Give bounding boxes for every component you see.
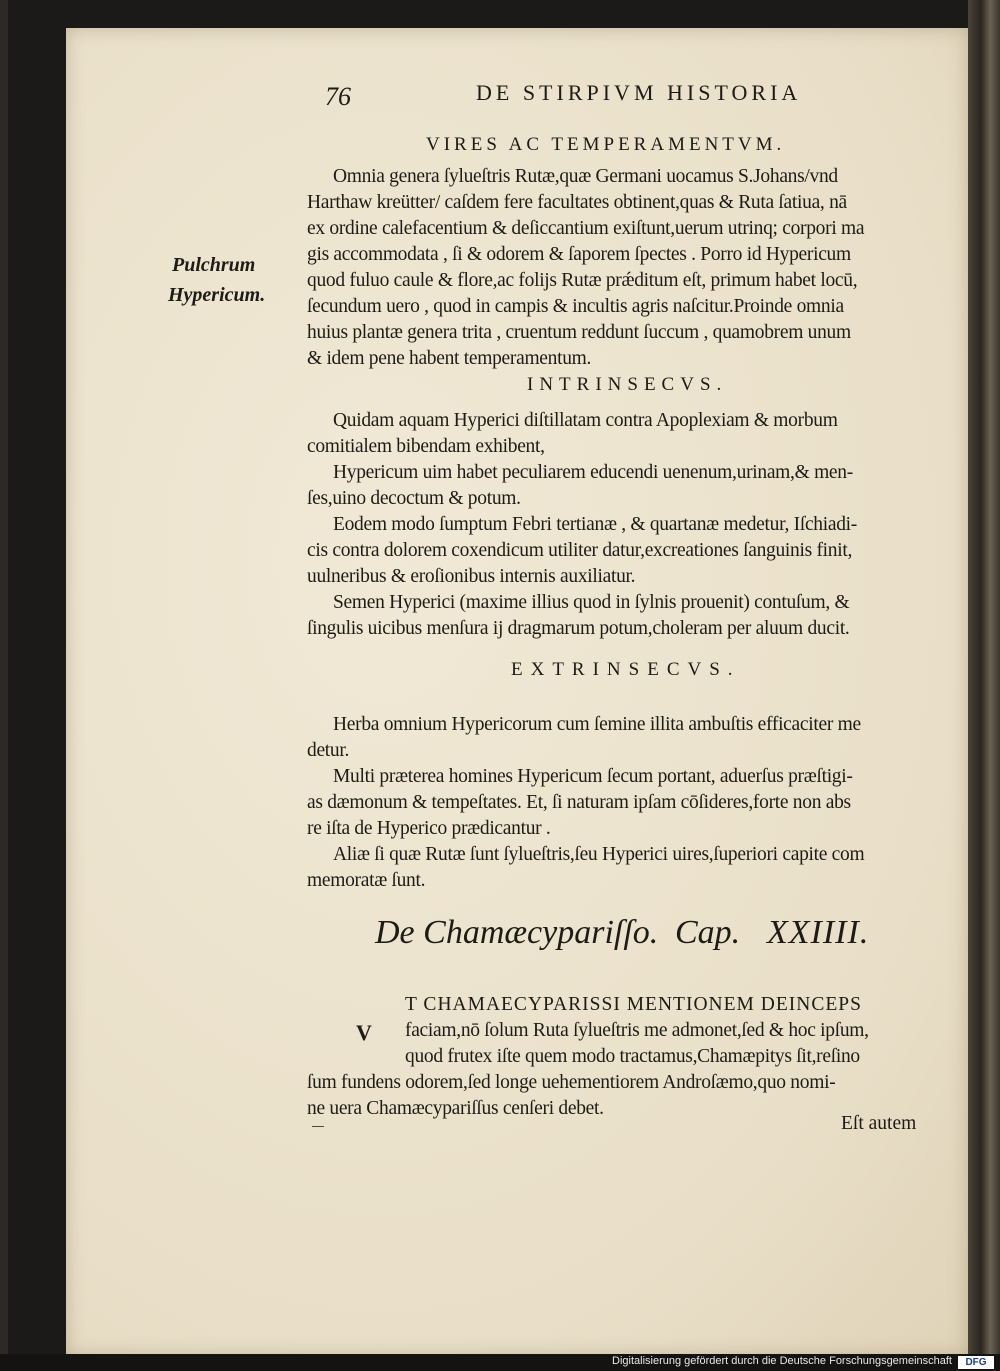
text-line: T CHAMAECYPARISSI MENTIONEM DEINCEPS <box>405 994 862 1015</box>
footer-credit: Digitalisierung gefördert durch die Deutsche Forschungsgemeinschaft <box>612 1355 952 1367</box>
text-line: ſes,uino decoctum & potum. <box>307 488 521 509</box>
text-line: Harthaw kreütter/ caſdem fere facultates obtinent,quas & Ruta ſatiua, nā <box>307 192 847 213</box>
catch-dash <box>312 1126 324 1127</box>
running-head: DE STIRPIVM HISTORIA <box>476 80 802 105</box>
chapter-cap-label: Cap. <box>675 914 741 951</box>
text-line: Semen Hyperici (maxime illius quod in ſylnis prouenit) contuſum, & <box>333 592 850 613</box>
text-line: quod fuluo caule & flore,ac folijs Rutæ prǽditum eſt, primum habet locū, <box>307 270 858 291</box>
text-line: Multi præterea homines Hypericum ſecum portant, aduerſus præſtigi- <box>333 766 853 787</box>
text-line: Eodem modo ſumptum Febri tertianæ , & quartanæ medetur, Iſchiadi- <box>333 514 857 535</box>
section-heading-extrinsecus: EXTRINSECVS. <box>511 659 741 680</box>
text-line: uulneribus & eroſionibus internis auxiliatur. <box>307 566 636 587</box>
text-line: cis contra dolorem coxendicum utiliter datur,excreationes ſanguinis finit, <box>307 540 853 561</box>
text-line: Omnia genera ſylueſtris Rutæ,quæ Germani uocamus S.Johans/vnd <box>333 166 838 187</box>
text-line: huius plantæ genera trita , cruentum reddunt ſuccum , quamobrem unum <box>307 322 851 343</box>
chapter-title: De Chamæcypariſſo. <box>375 914 659 951</box>
text-line: Hypericum uim habet peculiarem educendi uenenum,urinam,& men- <box>333 462 853 483</box>
text-line: as dæmonum & tempeſtates. Et, ſi naturam ipſam cōſideres,forte non abs <box>307 792 851 813</box>
page-number: 76 <box>325 82 351 111</box>
text-line: quod frutex iſte quem modo tractamus,Chamæpitys ſit,reſino <box>405 1046 860 1067</box>
section-heading-vires: VIRES AC TEMPERAMENTVM. <box>426 134 786 155</box>
text-line: ſum fundens odorem,ſed longe uehementiorem Androſæmo,quo nomi- <box>307 1072 836 1093</box>
book-fore-edge <box>968 0 1000 1371</box>
scan-left-border <box>0 0 8 1371</box>
text-line: ex ordine calefacentium & deſiccantium exiſtunt,uerum utrinq; corpori ma <box>307 218 865 239</box>
text-line: faciam,nō ſolum Ruta ſylueſtris me admonet,ſed & hoc ipſum, <box>405 1020 869 1041</box>
text-line: memoratæ ſunt. <box>307 870 426 891</box>
text-line: ſecundum uero , quod in campis & incultis agris naſcitur.Proinde omnia <box>307 296 844 317</box>
margin-note-line-1: Pulchrum <box>172 254 256 276</box>
text-line: ne uera Chamæcypariſſus cenſeri debet. <box>307 1098 604 1119</box>
text-line: detur. <box>307 740 350 761</box>
text-line: & idem pene habent temperamentum. <box>307 348 592 369</box>
catchword: Eſt autem <box>841 1113 917 1134</box>
text-line: re iſta de Hyperico prædicantur . <box>307 818 551 839</box>
text-line: comitialem bibendam exhibent, <box>307 436 545 457</box>
text-line: Aliæ ſi quæ Rutæ ſunt ſylueſtris,ſeu Hyperici uires,ſuperiori capite com <box>333 844 865 865</box>
text-line: Herba omnium Hypericorum cum ſemine illita ambuſtis efficaciter me <box>333 714 861 735</box>
text-line: ſingulis uicibus menſura ij dragmarum potum,choleram per aluum ducit. <box>307 618 850 639</box>
initial-letter: V <box>356 1020 372 1045</box>
chapter-number: XXIIII. <box>767 914 870 951</box>
margin-note-line-2: Hypericum. <box>168 284 266 306</box>
dfg-logo-icon: DFG <box>958 1356 994 1369</box>
text-line: gis accommodata , ſi & odorem & ſaporem ſpectes . Porro id Hypericum <box>307 244 851 265</box>
section-heading-intrinsecus: INTRINSECVS. <box>527 374 728 395</box>
text-line: Quidam aquam Hyperici diſtillatam contra Apoplexiam & morbum <box>333 410 838 431</box>
